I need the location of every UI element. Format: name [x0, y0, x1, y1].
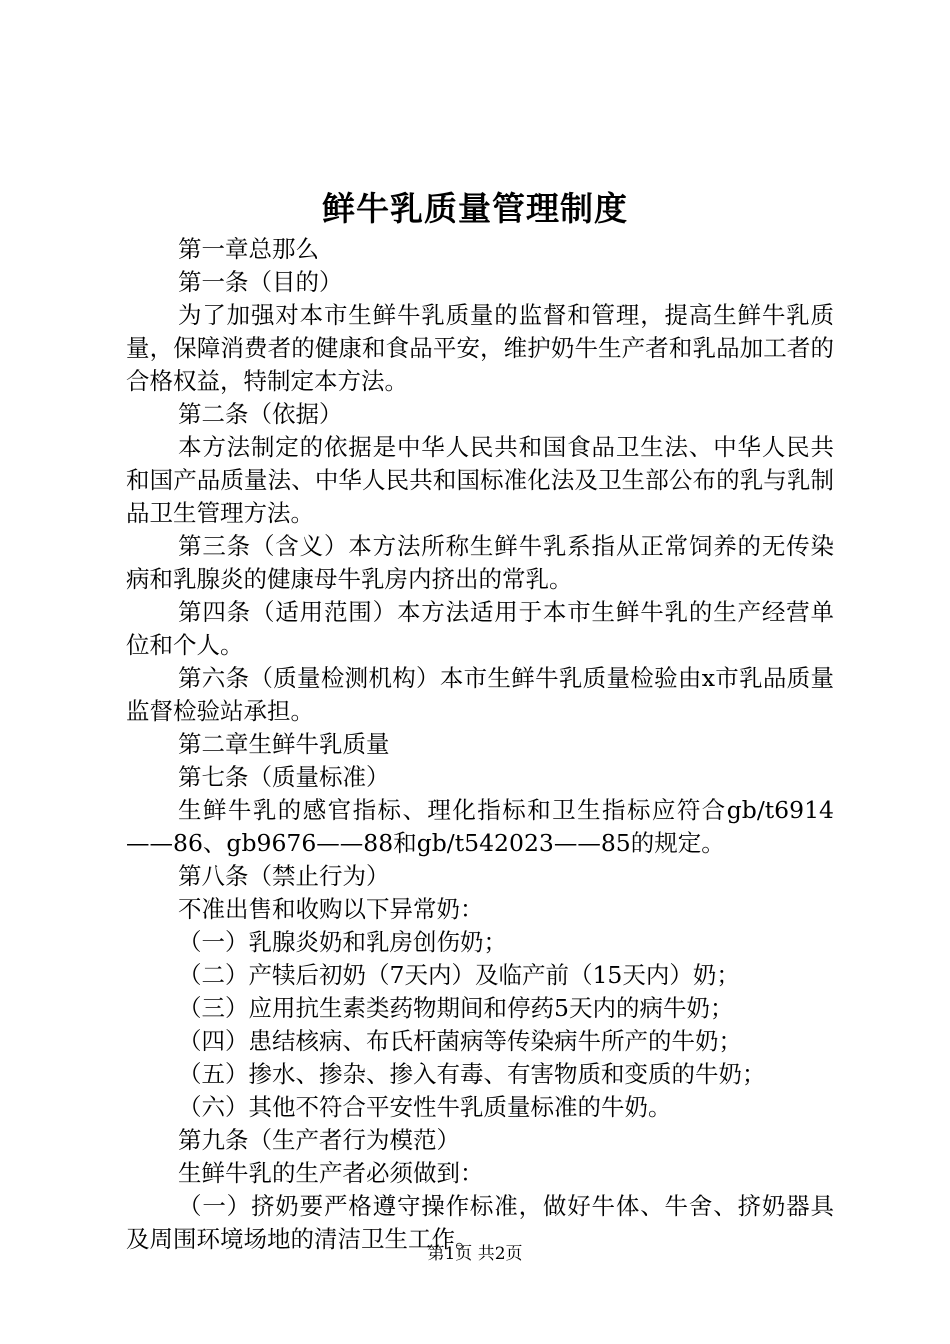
document-title: 鲜牛乳质量管理制度 [322, 189, 628, 228]
paragraph: （四）患结核病、布氏杆菌病等传染病牛所产的牛奶； [178, 1027, 742, 1055]
paragraph: 第六条（质量检测机构）本市生鲜牛乳质量检验由x市乳品质量监督检验站承担。 [126, 664, 834, 725]
paragraph: （二）产犊后初奶（7天内）及临产前（15天内）奶； [178, 961, 740, 989]
paragraph: （一）乳腺炎奶和乳房创伤奶； [178, 928, 507, 956]
paragraph: 第七条（质量标准） [178, 763, 390, 791]
paragraph: 本方法制定的依据是中华人民共和国食品卫生法、中华人民共和国产品质量法、中华人民共和国标准化法及卫生部公布的乳与乳制品卫生管理方法。 [126, 433, 834, 527]
document-body [126, 233, 834, 1256]
paragraph: 第一章总那么 [178, 235, 319, 263]
paragraph: 生鲜牛乳的感官指标、理化指标和卫生指标应符合gb/t6914——86、gb9676——88和gb/t542023——85的规定。 [126, 796, 834, 857]
paragraph: （六）其他不符合平安性牛乳质量标准的牛奶。 [178, 1093, 672, 1121]
paragraph: 第三条（含义）本方法所称生鲜牛乳系指从正常饲养的无传染病和乳腺炎的健康母牛乳房内挤出的常乳。 [126, 532, 834, 593]
paragraph: 第九条（生产者行为模范） [178, 1126, 460, 1154]
paragraph: （一）挤奶要严格遵守操作标准，做好牛体、牛舍、挤奶器具及周围环境场地的清洁卫生工作。 [126, 1192, 834, 1253]
paragraph: 第二章生鲜牛乳质量 [178, 730, 390, 758]
paragraph: 第二条（依据） [178, 400, 343, 428]
paragraph: （三）应用抗生素类药物期间和停药5天内的病牛奶； [178, 994, 734, 1022]
paragraph: 生鲜牛乳的生产者必须做到： [178, 1159, 484, 1187]
page-footer: 第1页 共2页 [427, 1244, 523, 1264]
paragraph: 第四条（适用范围）本方法适用于本市生鲜牛乳的生产经营单位和个人。 [126, 598, 834, 659]
paragraph: 为了加强对本市生鲜牛乳质量的监督和管理，提高生鲜牛乳质量，保障消费者的健康和食品平安，维护奶牛生产者和乳品加工者的合格权益，特制定本方法。 [126, 301, 834, 395]
paragraph: （五）掺水、掺杂、掺入有毒、有害物质和变质的牛奶； [178, 1060, 766, 1088]
paragraph: 第一条（目的） [178, 268, 343, 296]
paragraph: 第八条（禁止行为） [178, 862, 390, 890]
paragraph: 不准出售和收购以下异常奶： [178, 895, 484, 923]
